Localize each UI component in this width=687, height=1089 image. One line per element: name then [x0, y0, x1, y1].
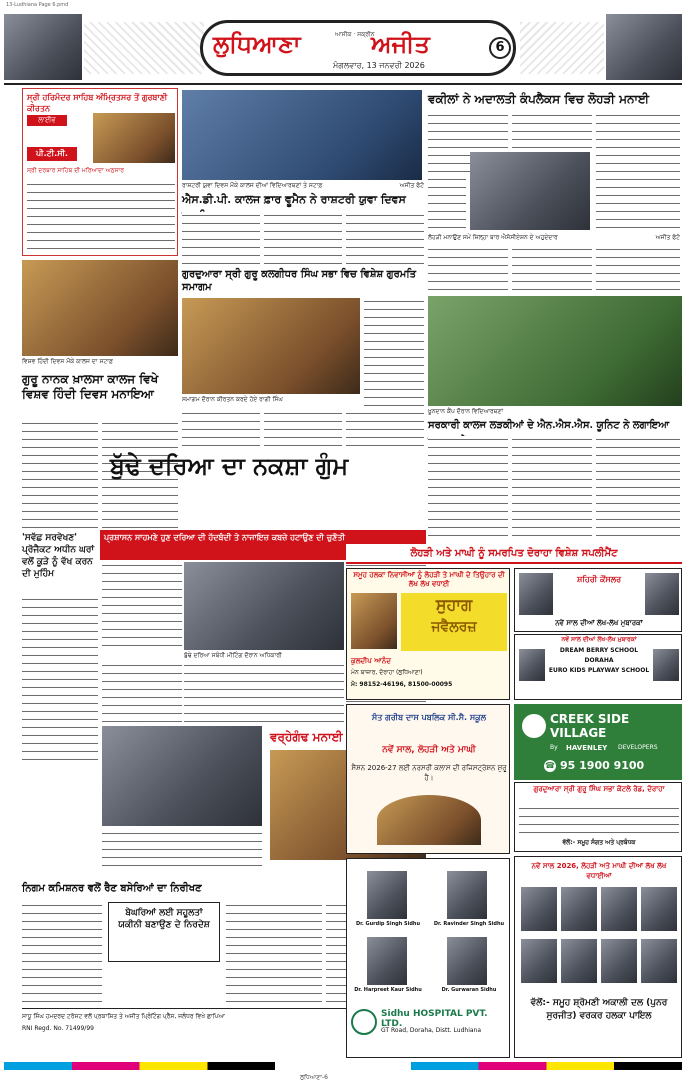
- doctor-photo-4: [447, 937, 487, 985]
- lawyers-col-3: [596, 112, 680, 232]
- doctor-name-3: Dr. Harpreet Kaur Sidhu: [354, 987, 422, 993]
- suhag-logo: [401, 593, 507, 651]
- night-camp-col-2: [226, 902, 322, 1002]
- doctor-photo-2: [447, 871, 487, 919]
- color-registration-bar: [4, 1062, 682, 1070]
- dream-place: DORAHA: [584, 657, 614, 664]
- creek-developer2: DEVELOPERS: [618, 744, 658, 751]
- suhag-owner-photo: [351, 593, 397, 649]
- dream-greeting: ਨਵੇਂ ਸਾਲ ਦੀਆਂ ਲੱਖ-ਲੱਖ ਮੁਬਾਰਕਾਂ: [561, 636, 637, 643]
- masthead-date: ਮੰਗਲਵਾਰ, 13 ਜਨਵਰੀ 2026: [333, 61, 425, 70]
- budha-photo: [184, 562, 344, 650]
- lawyers-col-6: [596, 246, 680, 292]
- lawyers-credit: ਅਜੀਤ ਫੋਟੋ: [655, 234, 680, 241]
- dream-photo-1: [519, 649, 545, 681]
- guru-nanak-photo: [22, 260, 178, 356]
- ad-hospital: [346, 858, 510, 1058]
- masthead-title-right: ਅਜੀਤ: [371, 29, 430, 58]
- hospital-address: GT Road, Doraha, Distt. Ludhiana: [381, 1027, 482, 1034]
- akali-photo-3: [601, 887, 637, 931]
- guru-nanak-col-1: [22, 420, 98, 528]
- footer-imprint: ਸਾਧੂ ਸਿੰਘ ਹਮਦਰਦ ਟਰੱਸਟ ਵਲੋਂ ਪ੍ਰਕਾਸ਼ਿਤ ਤੇ ਅਜੀਤ ਪ੍ਰਿੰਟਿੰਗ ਪ੍ਰੈੱਸ, ਜਲੰਧਰ ਵਿਖੇ ਛਾਪਿਆ: [22, 1013, 225, 1020]
- creek-phone: 95 1900 9100: [560, 759, 645, 772]
- ad-gurdwara: [514, 782, 682, 852]
- ad-dream-berry: [514, 634, 682, 700]
- gurmat-photo: [182, 298, 360, 394]
- night-camp-side-text: ਬੇਘਰਿਆਂ ਲਈ ਸਹੂਲਤਾਂ ਯਕੀਨੀ ਬਣਾਉਣ ਦੇ ਨਿਰਦੇਸ਼: [118, 908, 210, 930]
- masthead-right-pattern: [520, 22, 604, 74]
- golden-temple-photo: [93, 113, 175, 163]
- budha-subhead: ਪ੍ਰਸ਼ਾਸਨ ਸਾਹਮਣੇ ਹੁਣ ਦਰਿਆ ਦੀ ਹੱਦਬੰਦੀ ਤੇ ਨਾਜਾਇਜ਼ ਕਬਜ਼ੇ ਹਟਾਉਣ ਦੀ ਚੁਣੌਤੀ: [100, 530, 426, 560]
- council-photo-2: [645, 573, 679, 615]
- gurmat-col-1: [182, 410, 260, 446]
- lawyers-col-4: [428, 246, 508, 292]
- guru-nanak-headline: ਗੁਰੂ ਨਾਨਕ ਖ਼ਾਲਸਾ ਕਾਲਜ ਵਿਖੇ ਵਿਸ਼ਵ ਹਿੰਦੀ ਦਿਵਸ ਮਨਾਇਆ: [22, 372, 159, 401]
- ad-council: [514, 568, 682, 632]
- doctor-photo-1: [367, 871, 407, 919]
- doctor-photo-3: [367, 937, 407, 985]
- budha-col-1b: [102, 662, 182, 722]
- varhegandh-headline: ਵਰ੍ਹੇਗੰਢ ਮਨਾਈ: [270, 730, 343, 744]
- suhag-brand: ਸੁਹਾਗ: [435, 595, 473, 614]
- market-text: [102, 830, 262, 870]
- dream-photo-2: [653, 649, 679, 681]
- sdp-col-1: [182, 212, 260, 264]
- creek-by: By: [550, 744, 558, 751]
- suhag-address: ਮੇਨ ਬਾਜ਼ਾਰ, ਦੋਰਾਹਾ (ਲੁਧਿਆਣਾ): [351, 669, 423, 676]
- sdp-col-3: [346, 212, 424, 264]
- masthead-right-photo: [606, 14, 682, 80]
- footer-page-code: ਲੁਧਿਆਣਾ-6: [300, 1074, 328, 1081]
- budha-headline: ਬੁੱਢੇ ਦਰਿਆ ਦਾ ਨਕਸ਼ਾ ਗੁੰਮ: [110, 451, 349, 480]
- nss-photo: [428, 296, 682, 406]
- ad-akali: [514, 856, 682, 1058]
- supplement-banner-text: ਲੋਹੜੀ ਅਤੇ ਮਾਘੀ ਨੂੰ ਸਮਰਪਿਤ ਦੋਰਾਹਾ ਵਿਸ਼ੇਸ਼ ਸਪਲੀਮੈਂਟ: [410, 548, 618, 559]
- akali-photo-4: [641, 887, 677, 931]
- lawyers-col-5: [512, 246, 592, 292]
- night-camp-headline: ਨਿਗਮ ਕਮਿਸ਼ਨਰ ਵਲੋਂ ਰੈਣ ਬਸੇਰਿਆਂ ਦਾ ਨਿਰੀਖਣ: [22, 883, 202, 894]
- ad-creek-side: [514, 704, 682, 780]
- lawyers-photo: [470, 152, 590, 230]
- creek-name2: VILLAGE: [550, 726, 607, 740]
- promo-note: ਸ੍ਰੀ ਦਰਬਾਰ ਸਾਹਿਬ ਦੀ ਮਰਿਆਦਾ ਅਨੁਸਾਰ: [27, 167, 124, 174]
- night-camp-col-1: [22, 902, 102, 1002]
- suhag-top: ਸਮੂਹ ਹਲਕਾ ਨਿਵਾਸੀਆਂ ਨੂੰ ਲੋਹੜੀ ਤੇ ਮਾਘੀ ਦੇ ਤਿਉਹਾਰ ਦੀ ਲੱਖ ਲੱਖ ਵਧਾਈ: [353, 571, 505, 588]
- gurmat-col-3: [346, 410, 424, 446]
- budha-col-2: [184, 662, 344, 722]
- doctor-name-2: Dr. Ravinder Singh Sidhu: [433, 921, 505, 927]
- lawyers-caption: ਲੋਹੜੀ ਮਨਾਉਣ ਸਮੇਂ ਜ਼ਿਲ੍ਹਾ ਬਾਰ ਐਸੋਸੀਏਸ਼ਨ ਦੇ ਅਹੁਦੇਦਾਰ: [428, 234, 558, 241]
- hospital-logo-icon: [351, 1009, 377, 1035]
- akali-greet: ਨਵੇਂ ਸਾਲ 2026, ਲੋਹੜੀ ਅਤੇ ਮਾਘੀ ਦੀਆਂ ਲੱਖ ਲੱਖ ਵਧਾਈਆਂ: [531, 862, 667, 880]
- print-slug: 13-Ludhiana Page 6.pmd: [6, 2, 69, 8]
- promo-live-badge: ਲਾਈਵ: [27, 115, 67, 126]
- suhag-phone: ਮੋ: 98152-46196, 81500-00095: [351, 681, 453, 688]
- footer-registration: RNI Regd. No. 71499/99: [22, 1025, 94, 1032]
- promo-box: [22, 88, 178, 256]
- sdp-credit: ਅਜੀਤ ਫੋਟੋ: [399, 182, 424, 189]
- school-name: ਸੰਤ ਗਰੀਬ ਦਾਸ ਪਬਲਿਕ ਸੀ.ਸੈ. ਸਕੂਲ: [371, 713, 487, 722]
- nss-col-3: [596, 436, 680, 540]
- gurdwara-body: [519, 805, 679, 837]
- creek-logo-icon: [522, 714, 546, 738]
- page-number: 6: [489, 37, 511, 59]
- gurdwara-title: ਗੁਰਦੁਆਰਾ ਸ੍ਰੀ ਗੁਰੂ ਸਿੰਘ ਸਭਾ ਕੋਟਲੇ ਰੋਡ, ਦੋਰਾਹਾ: [533, 785, 665, 793]
- council-title: ਸ਼ਹਿਰੀ ਕੌਂਸਲਰ: [576, 575, 622, 584]
- masthead-title-left: ਲੁਧਿਆਣਾ: [213, 29, 301, 58]
- ad-suhag: [346, 568, 510, 700]
- budha-caption: ਬੁੱਢੇ ਦਰਿਆ ਸਬੰਧੀ ਮੀਟਿੰਗ ਦੌਰਾਨ ਅਧਿਕਾਰੀ: [184, 652, 282, 659]
- lawyers-col-2: [512, 112, 592, 152]
- swachh-headline: 'ਸਵੱਛ ਸਰਵੇਖਣ' ਪ੍ਰੋਜੈਕਟ ਅਧੀਨ ਘਰਾਂ ਵਲੋਂ ਕੂੜੇ ਨੂੰ ਵੱਖ ਕਰਨ ਦੀ ਮੁਹਿੰਮ: [22, 533, 95, 579]
- sdp-col-2: [264, 212, 342, 264]
- doctor-name-1: Dr. Gurdip Singh Sidhu: [355, 921, 421, 927]
- nss-col-2: [512, 436, 592, 540]
- sdp-group-photo: [182, 90, 422, 180]
- masthead-subtitle: ਆਸੀਕ · ਸਕ੍ਰੀਨ: [335, 31, 375, 38]
- phone-icon: ☎: [545, 761, 555, 770]
- nss-headline: ਸਰਕਾਰੀ ਕਾਲਜ ਲੜਕੀਆਂ ਦੇ ਐਨ.ਐਸ.ਐਸ. ਯੂਨਿਟ ਨੇ ਲਗਾਇਆ: [428, 420, 670, 431]
- gurmat-caption: ਸਮਾਗਮ ਦੌਰਾਨ ਕੀਰਤਨ ਕਰਦੇ ਹੋਏ ਰਾਗੀ ਸਿੰਘ: [182, 396, 283, 403]
- council-line: ਨਵੇਂ ਸਾਲ ਦੀਆਂ ਲੱਖ-ਲੱਖ ਮੁਬਾਰਕਾਂ: [555, 619, 643, 627]
- school-greet: ਨਵੇਂ ਸਾਲ, ਲੋਹੜੀ ਅਤੇ ਮਾਘੀ: [382, 745, 476, 755]
- gurmat-headline: ਗੁਰਦੁਆਰਾ ਸ੍ਰੀ ਗੁਰੂ ਕਲਗੀਧਰ ਸਿੰਘ ਸਭਾ ਵਿਚ ਵਿਸ਼ੇਸ਼ ਗੁਰਮਤਿ ਸਮਾਗਮ: [182, 269, 417, 293]
- nss-col-1: [428, 436, 508, 540]
- dream-school2: EURO KIDS PLAYWAY SCHOOL: [548, 667, 650, 674]
- supplement-banner: [346, 544, 682, 564]
- sdp-caption: ਰਾਸ਼ਟਰੀ ਯੁਵਾ ਦਿਵਸ ਮੌਕੇ ਕਾਲਜ ਦੀਆਂ ਵਿਦਿਆਰਥਣਾਂ ਤੇ ਸਟਾਫ਼: [182, 182, 323, 189]
- ad-school: [346, 704, 510, 854]
- akali-photo-6: [561, 939, 597, 983]
- budha-col-1: [102, 562, 182, 648]
- market-photo: [102, 726, 262, 826]
- nss-caption: ਖ਼ੂਨਦਾਨ ਕੈਂਪ ਦੌਰਾਨ ਵਿਦਿਆਰਥਣਾਂ: [428, 408, 504, 415]
- hospital-name: Sidhu HOSPITAL PVT. LTD.: [381, 1009, 488, 1029]
- night-camp-side-box: [108, 902, 220, 962]
- gurdwara-footer: ਵੱਲੋਂ:- ਸਮੂਹ ਸੰਗਤ ਅਤੇ ਪ੍ਰਬੰਧਕ: [562, 839, 636, 846]
- akali-photo-8: [641, 939, 677, 983]
- masthead-left-pattern: [84, 22, 204, 74]
- promo-channel: ਪੀ.ਟੀ.ਸੀ.: [27, 147, 77, 161]
- suhag-brand2: ਜਵੈਲਰਜ਼: [431, 619, 477, 635]
- school-line: ਸੈਸ਼ਨ 2026-27 ਲਈ ਨਰਸਰੀ ਕਲਾਸ ਦੀ ਰਜਿਸਟ੍ਰੇਸ਼ਨ ਸ਼ੁਰੂ ਹੈ।: [351, 764, 507, 782]
- promo-title: ਸ੍ਰੀ ਹਰਿਮੰਦਰ ਸਾਹਿਬ ਅੰਮ੍ਰਿਤਸਰ ਤੋਂ ਗੁਰਬਾਣੀ ਕੀਰਤਨ: [27, 93, 168, 113]
- doctor-name-4: Dr. Gurwaran Sidhu: [441, 987, 497, 993]
- dream-school1: DREAM BERRY SCHOOL: [559, 647, 639, 654]
- promo-body: [27, 181, 175, 253]
- masthead: [200, 20, 516, 76]
- akali-photo-5: [521, 939, 557, 983]
- masthead-rule: [4, 83, 682, 85]
- gurmat-col-side: [364, 298, 424, 408]
- akali-footer: ਵੱਲੋਂ:- ਸਮੂਹ ਸ਼੍ਰੋਮਣੀ ਅਕਾਲੀ ਦਲ (ਪੁਨਰ ਸੁਰਜੀਤ) ਵਰਕਰ ਹਲਕਾ ਪਾਇਲ: [530, 998, 668, 1021]
- akali-photo-7: [601, 939, 637, 983]
- swachh-col: [22, 596, 98, 766]
- lawyers-headline: ਵਕੀਲਾਂ ਨੇ ਅਦਾਲਤੀ ਕੰਪਲੈਕਸ ਵਿਚ ਲੋਹੜੀ ਮਨਾਈ: [428, 92, 650, 106]
- gurmat-col-2: [264, 410, 342, 446]
- council-photo-1: [519, 573, 553, 615]
- school-bonfire-graphic: [377, 795, 481, 845]
- lawyers-col-1b: [428, 176, 466, 234]
- akali-photo-1: [521, 887, 557, 931]
- masthead-left-photo: [4, 14, 82, 80]
- creek-developer: HAVENLEY: [566, 744, 608, 752]
- akali-photo-2: [561, 887, 597, 931]
- sdp-headline: ਐਸ.ਡੀ.ਪੀ. ਕਾਲਜ ਫ਼ਾਰ ਵੂਮੈਨ ਨੇ ਰਾਸ਼ਟਰੀ ਯੁਵਾ ਦਿਵਸ: [182, 193, 406, 206]
- suhag-owner: ਕੁਲਦੀਪ ਆਨੰਦ: [351, 657, 391, 665]
- creek-name1: CREEK SIDE: [550, 712, 630, 726]
- guru-nanak-caption: ਵਿਸ਼ਵ ਹਿੰਦੀ ਦਿਵਸ ਮੌਕੇ ਕਾਲਜ ਦਾ ਸਟਾਫ਼: [22, 358, 113, 365]
